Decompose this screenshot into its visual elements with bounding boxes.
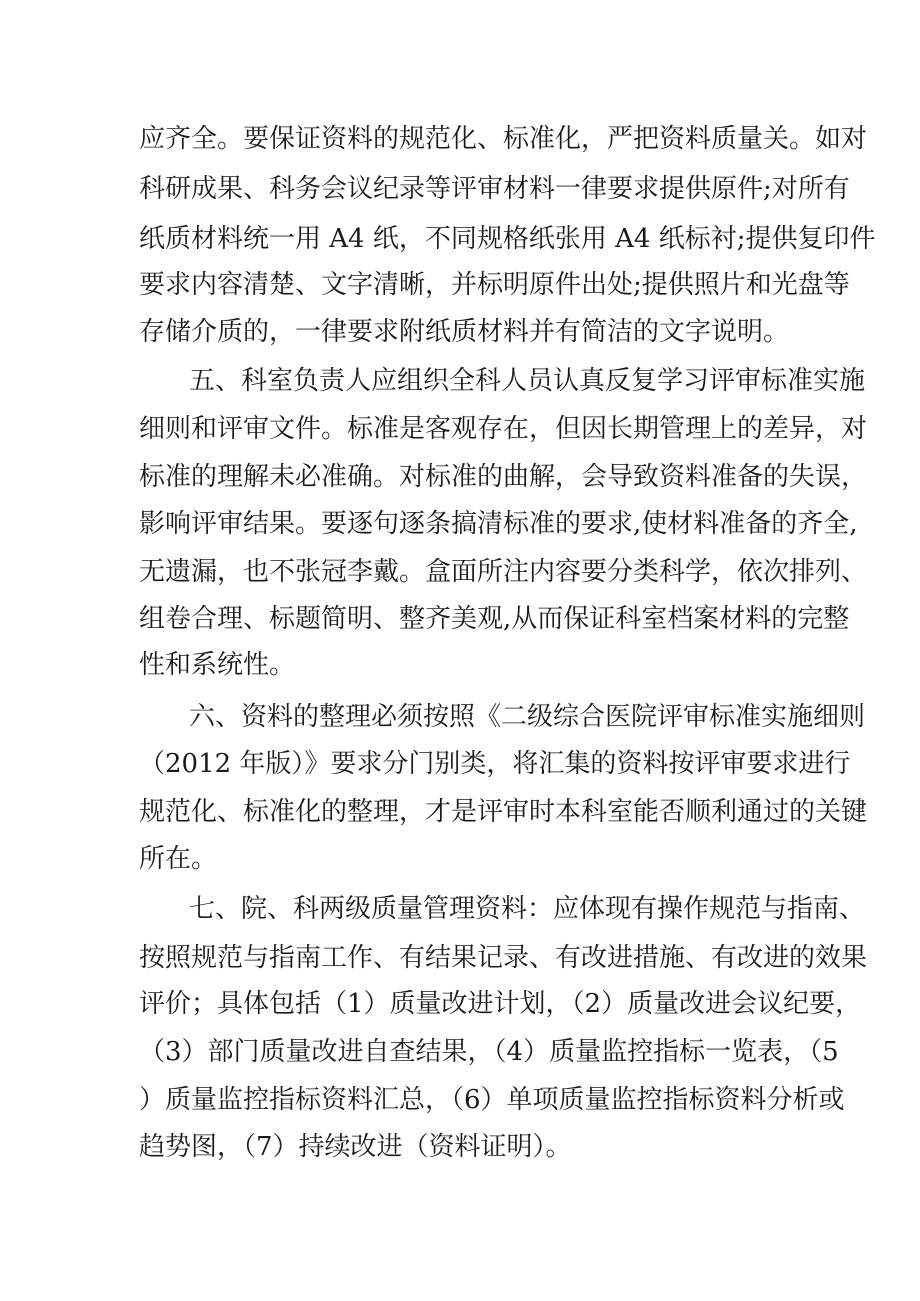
text-line: 标准的理解未必准确。对标准的曲解，会导致资料准备的失误， <box>139 462 868 492</box>
text-line: 影响评审结果。要逐句逐条搞清标准的要求,使材料准备的齐全, <box>139 509 858 539</box>
text-line: （3）部门质量改进自查结果，（4）质量监控指标一览表，（5 <box>139 1037 839 1067</box>
text-line: （2012 年版）》要求分门别类，将汇集的资料按评审要求进行 <box>139 749 851 779</box>
text-line: 纸质材料统一用 A4 纸，不同规格纸张用 A4 纸标衬;提供复印件 <box>139 224 876 254</box>
text-line: 评价；具体包括（1）质量改进计划，（2）质量改进会议纪要， <box>139 989 862 1019</box>
text-line: 所在。 <box>139 844 218 874</box>
text-line: 应齐全。要保证资料的规范化、标准化，严把资料质量关。如对 <box>139 124 868 154</box>
text-line: 规范化、标准化的整理，才是评审时本科室能否顺利通过的关键 <box>139 797 868 827</box>
text-line: 科研成果、科务会议纪录等评审材料一律要求提供原件;对所有 <box>139 174 850 204</box>
text-line: 性和系统性。 <box>139 650 296 680</box>
text-line: 存储介质的，一律要求附纸质材料并有简洁的文字说明。 <box>139 317 790 347</box>
text-line: 六、资料的整理必须按照《二级综合医院评审标准实施细则 <box>189 702 866 732</box>
text-line: 无遗漏，也不张冠李戴。盒面所注内容要分类科学，依次排列、 <box>139 557 868 587</box>
text-line: 要求内容清楚、文字清晰，并标明原件出处;提供照片和光盘等 <box>139 270 850 300</box>
text-line: 细则和评审文件。标准是客观存在，但因长期管理上的差异，对 <box>139 414 868 444</box>
text-line: 组卷合理、标题简明、整齐美观,从而保证科室档案材料的完整 <box>139 604 850 634</box>
text-line: ）质量监控指标资料汇总，（6）单项质量监控指标资料分析或 <box>139 1085 845 1115</box>
text-line: 七、院、科两级质量管理资料：应体现有操作规范与指南、 <box>189 894 866 924</box>
text-line: 趋势图，（7）持续改进（资料证明）。 <box>139 1132 572 1162</box>
text-line: 五、科室负责人应组织全科人员认真反复学习评审标准实施 <box>189 366 866 396</box>
text-line: 按照规范与指南工作、有结果记录、有改进措施、有改进的效果 <box>139 943 868 973</box>
